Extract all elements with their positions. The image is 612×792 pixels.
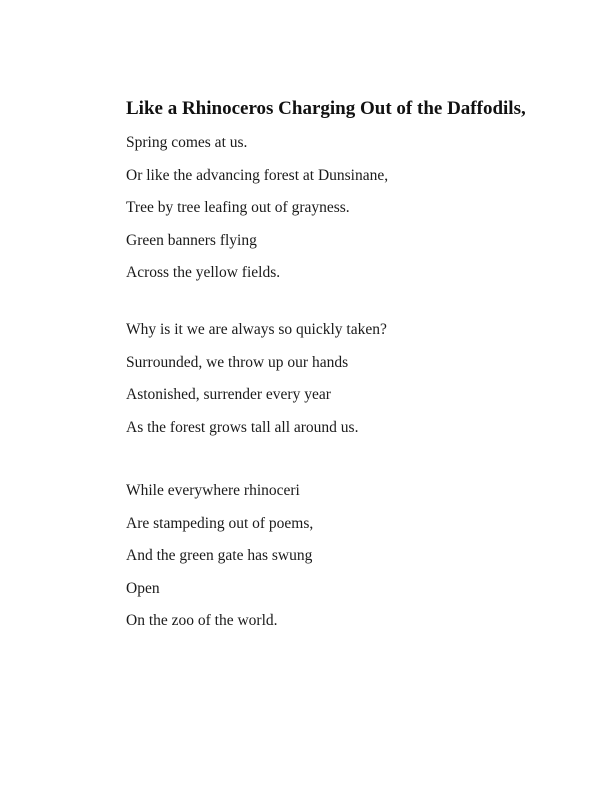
stanza-2 [126,320,566,450]
poem-line: Are stampeding out of poems, [126,514,314,532]
poem-line: Open [126,579,160,597]
poem-line: Spring comes at us. [126,134,248,151]
poem-line: Or like the advancing forest at Dunsinane, [126,166,389,184]
poem-line: Green banners flying [126,231,257,249]
poem-line: While everywhere rhinoceri [126,482,300,499]
poem-line: Surrounded, we throw up our hands [126,353,349,371]
poem-line: On the zoo of the world. [126,612,278,629]
poem-title: Like a Rhinoceros Charging Out of the Daffodils, [126,98,526,119]
poem-line: Tree by tree leafing out of grayness. [126,199,350,216]
stanza-1 [126,133,566,296]
poem-line: And the green gate has swung [126,547,313,564]
poem-line: As the forest grows tall all around us. [126,418,359,436]
poem-line: Across the yellow fields. [126,264,281,281]
stanza-3 [126,481,566,644]
poem-line: Astonished, surrender every year [126,386,331,403]
poem-line: Why is it we are always so quickly taken? [126,321,387,338]
